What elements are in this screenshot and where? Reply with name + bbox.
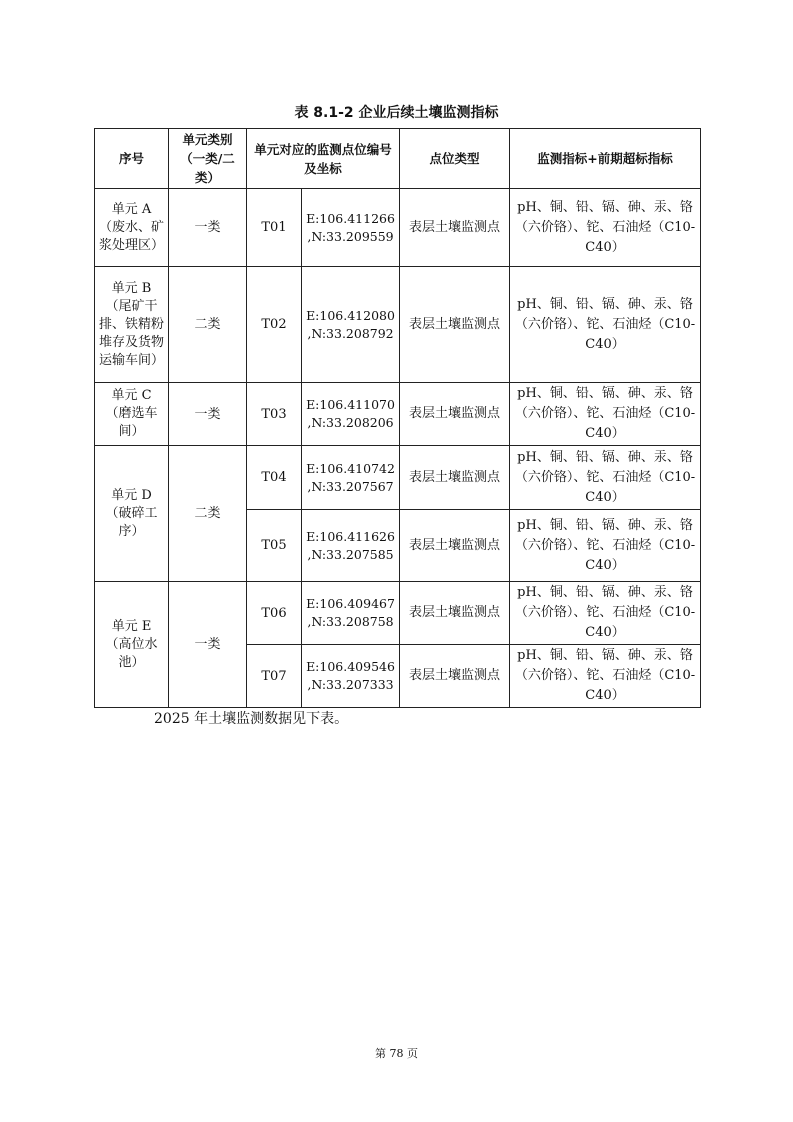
unit-name: 单元 D（破碎工序）	[95, 446, 169, 582]
point-coord: E:106.409467 ,N:33.208758	[302, 582, 400, 645]
point-code: T06	[247, 582, 302, 645]
point-type: 表层土壤监测点	[400, 267, 510, 383]
point-code: T05	[247, 510, 302, 582]
point-type: 表层土壤监测点	[400, 645, 510, 708]
point-type: 表层土壤监测点	[400, 446, 510, 510]
table-row	[95, 446, 701, 510]
unit-class: 一类	[169, 189, 247, 267]
point-indicators: pH、铜、铅、镉、砷、汞、铬（六价铬）、铊、石油烃（C10-C40）	[510, 510, 701, 582]
table-row	[95, 267, 701, 383]
point-indicators: pH、铜、铅、镉、砷、汞、铬（六价铬）、铊、石油烃（C10-C40）	[510, 383, 701, 446]
point-coord: E:106.411626 ,N:33.207585	[302, 510, 400, 582]
point-type: 表层土壤监测点	[400, 383, 510, 446]
header-type: 点位类型	[400, 129, 510, 189]
point-coord: E:106.409546 ,N:33.207333	[302, 645, 400, 708]
point-type: 表层土壤监测点	[400, 189, 510, 267]
point-code: T03	[247, 383, 302, 446]
point-indicators: pH、铜、铅、镉、砷、汞、铬（六价铬）、铊、石油烃（C10-C40）	[510, 267, 701, 383]
point-type: 表层土壤监测点	[400, 582, 510, 645]
table-row	[95, 189, 701, 267]
unit-class: 一类	[169, 582, 247, 708]
table-caption: 表 8.1-2 企业后续土壤监测指标	[294, 105, 499, 121]
point-indicators: pH、铜、铅、镉、砷、汞、铬（六价铬）、铊、石油烃（C10-C40）	[510, 645, 701, 708]
body-paragraph: 2025 年土壤监测数据见下表。	[154, 711, 349, 727]
point-coord: E:106.411070 ,N:33.208206	[302, 383, 400, 446]
unit-class: 二类	[169, 267, 247, 383]
unit-name: 单元 C（磨选车间）	[95, 383, 169, 446]
table-row	[95, 383, 701, 446]
unit-name: 单元 A（废水、矿浆处理区）	[95, 189, 169, 267]
unit-name: 单元 E（高位水池）	[95, 582, 169, 708]
table-row	[95, 582, 701, 645]
point-coord: E:106.411266 ,N:33.209559	[302, 189, 400, 267]
page-number: 第 78 页	[375, 1047, 418, 1060]
point-type: 表层土壤监测点	[400, 510, 510, 582]
point-coord: E:106.410742 ,N:33.207567	[302, 446, 400, 510]
header-seq: 序号	[95, 129, 169, 189]
point-code: T01	[247, 189, 302, 267]
point-coord: E:106.412080 ,N:33.208792	[302, 267, 400, 383]
unit-class: 一类	[169, 383, 247, 446]
point-indicators: pH、铜、铅、镉、砷、汞、铬（六价铬）、铊、石油烃（C10-C40）	[510, 446, 701, 510]
header-indicators: 监测指标+前期超标指标	[510, 129, 701, 189]
unit-class: 二类	[169, 446, 247, 582]
header-point: 单元对应的监测点位编号及坐标	[247, 129, 400, 189]
unit-name: 单元 B（尾矿干排、铁精粉堆存及货物运输车间）	[95, 267, 169, 383]
point-indicators: pH、铜、铅、镉、砷、汞、铬（六价铬）、铊、石油烃（C10-C40）	[510, 582, 701, 645]
monitoring-table	[94, 128, 701, 708]
point-code: T07	[247, 645, 302, 708]
point-indicators: pH、铜、铅、镉、砷、汞、铬（六价铬）、铊、石油烃（C10-C40）	[510, 189, 701, 267]
header-row	[95, 129, 701, 189]
header-class: 单元类别（一类/二类）	[169, 129, 247, 189]
point-code: T04	[247, 446, 302, 510]
point-code: T02	[247, 267, 302, 383]
